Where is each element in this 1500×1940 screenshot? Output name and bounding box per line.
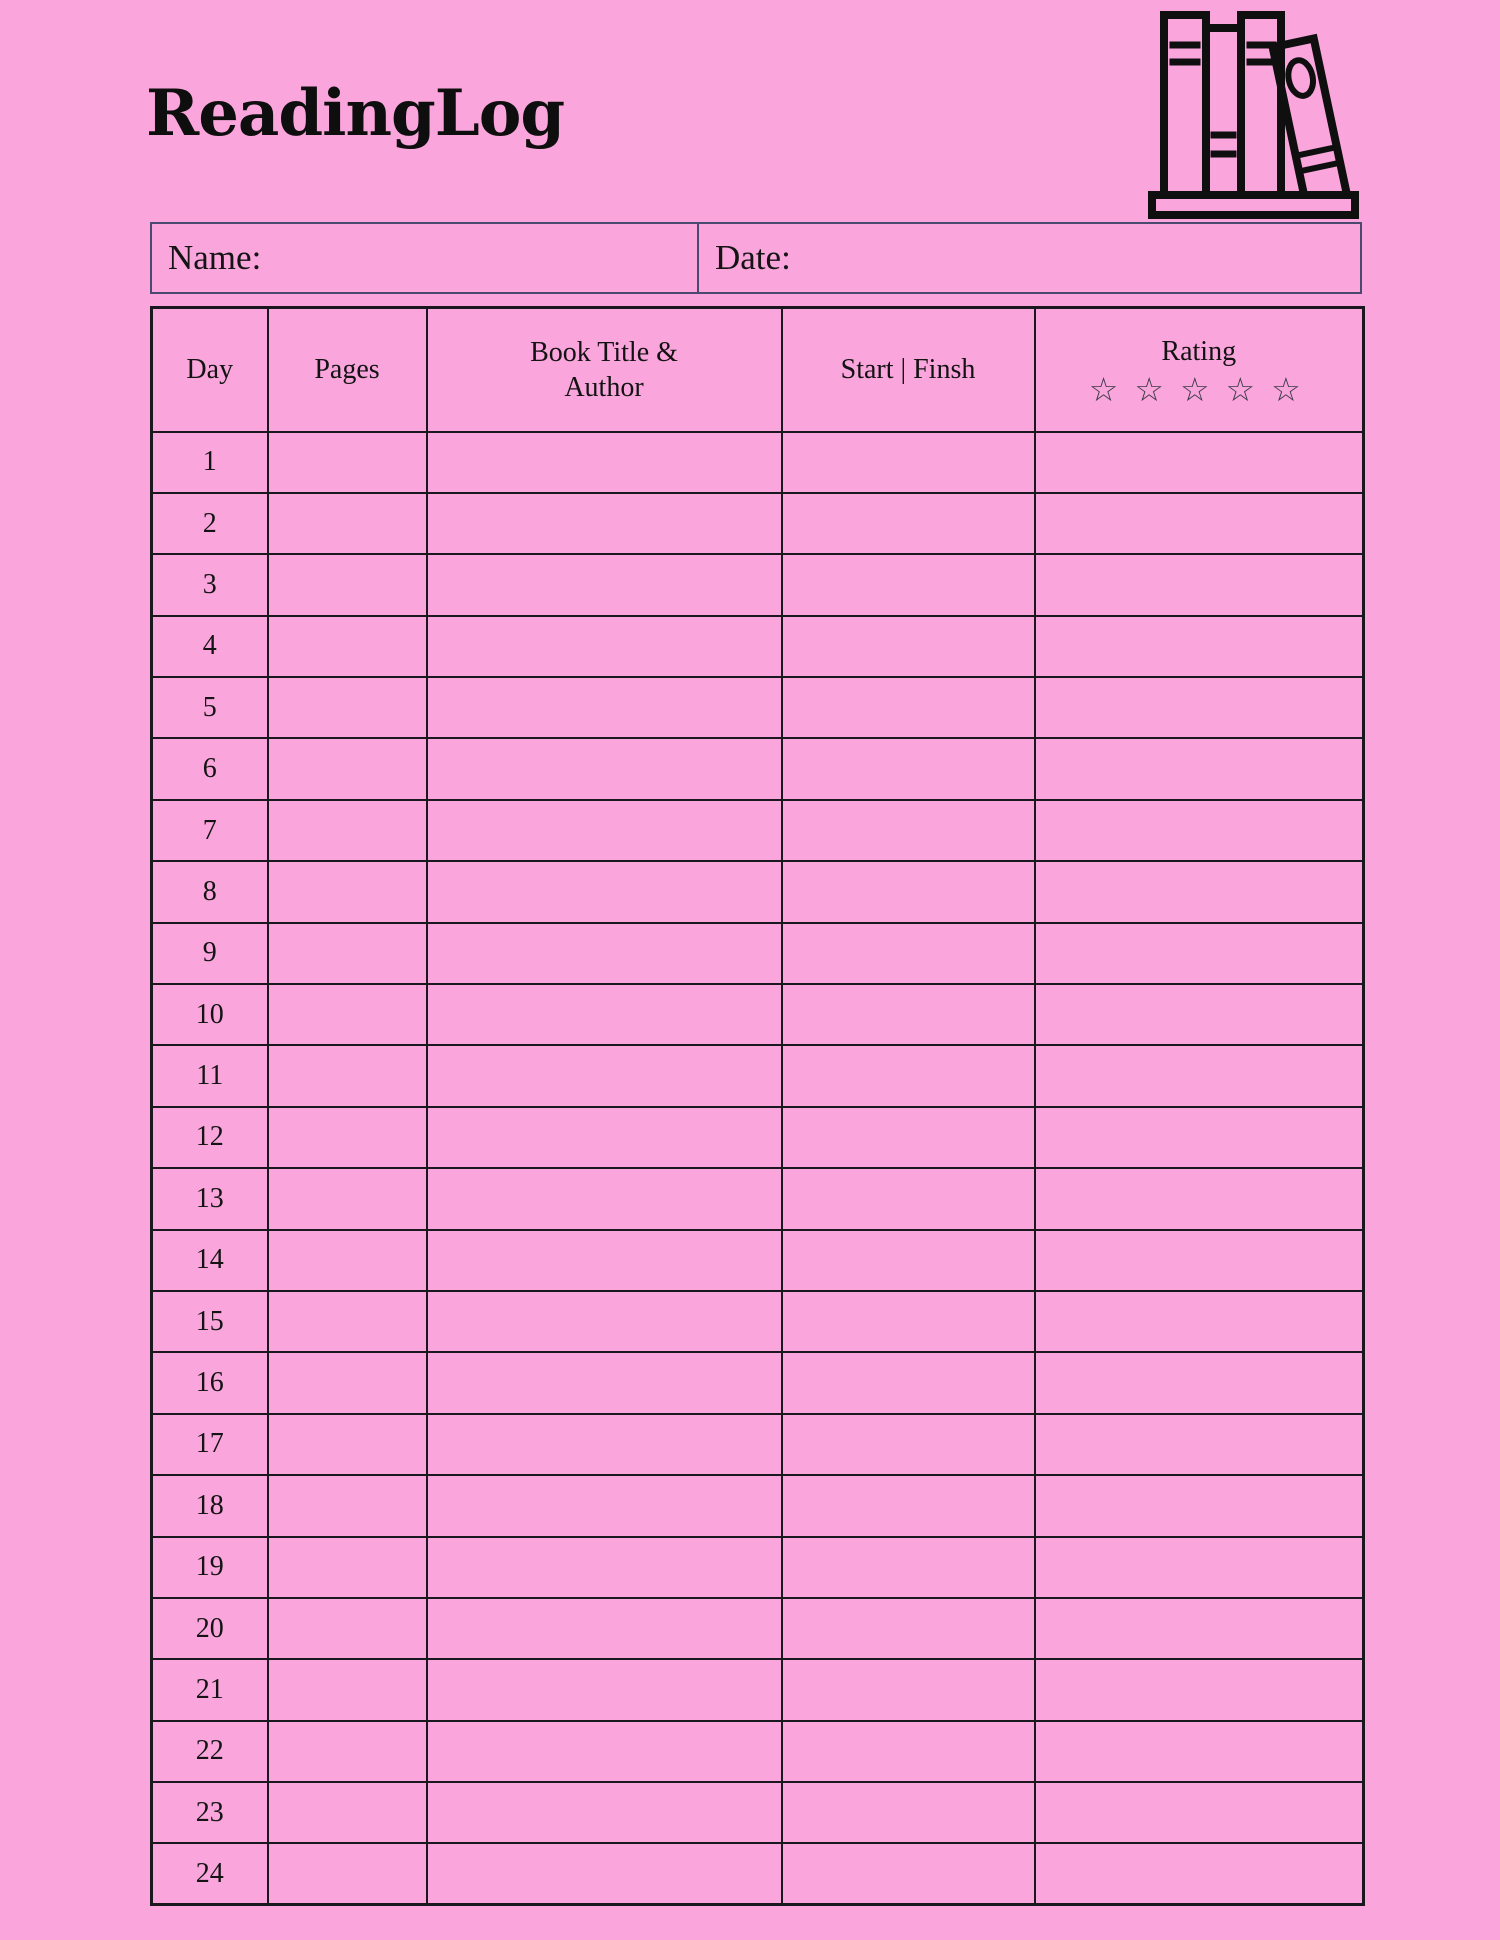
table-row [152,554,1364,615]
rating-stars-icon: ☆☆☆☆☆ [1088,369,1317,409]
table-row [152,1291,1364,1352]
book-title-author-cell[interactable] [427,1537,782,1598]
table-row [152,738,1364,799]
book-title-author-cell[interactable] [427,1475,782,1536]
date-label: Date: [715,238,791,277]
column-header-rating [1035,308,1364,432]
rating-cell[interactable] [1035,616,1364,677]
rating-cell[interactable] [1035,1168,1364,1229]
reading-log-table [150,306,1365,1906]
rating-cell[interactable] [1035,432,1364,493]
table-row [152,861,1364,922]
book-title-author-cell[interactable] [427,1414,782,1475]
rating-cell[interactable] [1035,1230,1364,1291]
day-label: 13 [152,1168,268,1229]
table-body [152,432,1364,1905]
book-title-author-cell[interactable] [427,1598,782,1659]
book-title-author-cell[interactable] [427,554,782,615]
rating-cell[interactable] [1035,493,1364,554]
name-field[interactable] [152,224,699,292]
start-finish-cell[interactable] [782,800,1035,861]
pages-cell[interactable] [268,923,427,984]
day-label: 14 [152,1230,268,1291]
table-row [152,1843,1364,1904]
book-title-author-cell[interactable] [427,923,782,984]
start-finish-cell[interactable] [782,432,1035,493]
rating-cell[interactable] [1035,1659,1364,1720]
book-title-author-cell[interactable] [427,1107,782,1168]
book-title-author-cell[interactable] [427,1843,782,1904]
name-date-box [150,222,1362,294]
start-finish-cell[interactable] [782,1843,1035,1904]
start-finish-cell[interactable] [782,1045,1035,1106]
rating-cell[interactable] [1035,1291,1364,1352]
rating-cell[interactable] [1035,1598,1364,1659]
book-title-author-cell[interactable] [427,1045,782,1106]
day-label: 2 [152,493,268,554]
pages-cell[interactable] [268,1843,427,1904]
day-label: 8 [152,861,268,922]
column-header-pages: Pages [268,308,427,432]
table-row [152,1107,1364,1168]
table-row [152,1537,1364,1598]
book-title-author-cell[interactable] [427,1659,782,1720]
rating-cell[interactable] [1035,738,1364,799]
table-row [152,1168,1364,1229]
day-label: 19 [152,1537,268,1598]
table-row [152,1598,1364,1659]
day-label: 21 [152,1659,268,1720]
rating-cell[interactable] [1035,923,1364,984]
rating-cell[interactable] [1035,1352,1364,1413]
day-label: 4 [152,616,268,677]
start-finish-cell[interactable] [782,1352,1035,1413]
table-row [152,1475,1364,1536]
day-label: 16 [152,1352,268,1413]
start-finish-cell[interactable] [782,493,1035,554]
day-label: 7 [152,800,268,861]
table-row [152,616,1364,677]
book-title-author-cell[interactable] [427,861,782,922]
book-title-author-cell[interactable] [427,738,782,799]
pages-cell[interactable] [268,800,427,861]
page-title: ReadingLog [146,76,565,151]
table-row [152,1352,1364,1413]
table-row [152,1721,1364,1782]
day-label: 22 [152,1721,268,1782]
books-on-shelf-icon [1148,8,1362,220]
start-finish-cell[interactable] [782,1598,1035,1659]
pages-cell[interactable] [268,1782,427,1843]
date-field[interactable] [699,224,1360,292]
table-row [152,677,1364,738]
column-header-book-title-author [427,308,782,432]
pages-cell[interactable] [268,1168,427,1229]
author-line: Author [564,371,644,403]
table-row [152,493,1364,554]
start-finish-cell[interactable] [782,1107,1035,1168]
day-label: 11 [152,1045,268,1106]
pages-cell[interactable] [268,1414,427,1475]
rating-label: Rating [1161,335,1237,367]
book-title-author-cell[interactable] [427,616,782,677]
pages-cell[interactable] [268,1537,427,1598]
day-label: 12 [152,1107,268,1168]
start-finish-cell[interactable] [782,984,1035,1045]
book-title-author-cell[interactable] [427,1168,782,1229]
pages-cell[interactable] [268,1475,427,1536]
rating-cell[interactable] [1035,984,1364,1045]
start-finish-cell[interactable] [782,923,1035,984]
pages-cell[interactable] [268,1291,427,1352]
rating-cell[interactable] [1035,861,1364,922]
table-row [152,432,1364,493]
name-label: Name: [168,238,262,277]
start-finish-cell[interactable] [782,1414,1035,1475]
day-label: 9 [152,923,268,984]
rating-cell[interactable] [1035,1537,1364,1598]
day-label: 20 [152,1598,268,1659]
book-title-author-cell[interactable] [427,432,782,493]
rating-cell[interactable] [1035,1475,1364,1536]
pages-cell[interactable] [268,1107,427,1168]
book-title-author-cell[interactable] [427,1230,782,1291]
pages-cell[interactable] [268,554,427,615]
pages-cell[interactable] [268,677,427,738]
pages-cell[interactable] [268,1230,427,1291]
rating-cell[interactable] [1035,1414,1364,1475]
start-finish-cell[interactable] [782,554,1035,615]
book-title-line: Book Title & [530,336,678,368]
table-row [152,800,1364,861]
table-row [152,1414,1364,1475]
table-row [152,1230,1364,1291]
rating-cell[interactable] [1035,800,1364,861]
start-finish-cell[interactable] [782,738,1035,799]
book-title-author-cell[interactable] [427,677,782,738]
start-finish-cell[interactable] [782,861,1035,922]
pages-cell[interactable] [268,432,427,493]
pages-cell[interactable] [268,984,427,1045]
day-label: 1 [152,432,268,493]
rating-cell[interactable] [1035,1782,1364,1843]
pages-cell[interactable] [268,738,427,799]
table-row [152,1045,1364,1106]
book-title-author-cell[interactable] [427,800,782,861]
day-label: 10 [152,984,268,1045]
table-row [152,923,1364,984]
book-title-author-cell[interactable] [427,1782,782,1843]
start-finish-cell[interactable] [782,1168,1035,1229]
pages-cell[interactable] [268,1352,427,1413]
rating-cell[interactable] [1035,1843,1364,1904]
book-title-author-cell[interactable] [427,1721,782,1782]
pages-cell[interactable] [268,1598,427,1659]
table-row [152,1782,1364,1843]
pages-cell[interactable] [268,493,427,554]
rating-cell[interactable] [1035,1721,1364,1782]
start-finish-cell[interactable] [782,1782,1035,1843]
start-finish-cell[interactable] [782,616,1035,677]
rating-cell[interactable] [1035,554,1364,615]
book-title-author-cell[interactable] [427,1352,782,1413]
rating-cell[interactable] [1035,677,1364,738]
day-label: 18 [152,1475,268,1536]
pages-cell[interactable] [268,861,427,922]
table-header [152,308,1364,432]
book-title-author-cell[interactable] [427,493,782,554]
day-label: 3 [152,554,268,615]
book-title-author-cell[interactable] [427,984,782,1045]
start-finish-cell[interactable] [782,677,1035,738]
pages-cell[interactable] [268,1045,427,1106]
column-header-start-finish: Start | Finsh [782,308,1035,432]
start-finish-cell[interactable] [782,1659,1035,1720]
start-finish-cell[interactable] [782,1475,1035,1536]
pages-cell[interactable] [268,616,427,677]
table-row [152,984,1364,1045]
start-finish-cell[interactable] [782,1291,1035,1352]
table-row [152,1659,1364,1720]
start-finish-cell[interactable] [782,1537,1035,1598]
day-label: 23 [152,1782,268,1843]
pages-cell[interactable] [268,1721,427,1782]
day-label: 17 [152,1414,268,1475]
day-label: 5 [152,677,268,738]
pages-cell[interactable] [268,1659,427,1720]
rating-cell[interactable] [1035,1107,1364,1168]
start-finish-cell[interactable] [782,1721,1035,1782]
day-label: 6 [152,738,268,799]
header-row [152,308,1364,432]
column-header-day: Day [152,308,268,432]
day-label: 24 [152,1843,268,1904]
rating-cell[interactable] [1035,1045,1364,1106]
day-label: 15 [152,1291,268,1352]
book-title-author-cell[interactable] [427,1291,782,1352]
start-finish-cell[interactable] [782,1230,1035,1291]
